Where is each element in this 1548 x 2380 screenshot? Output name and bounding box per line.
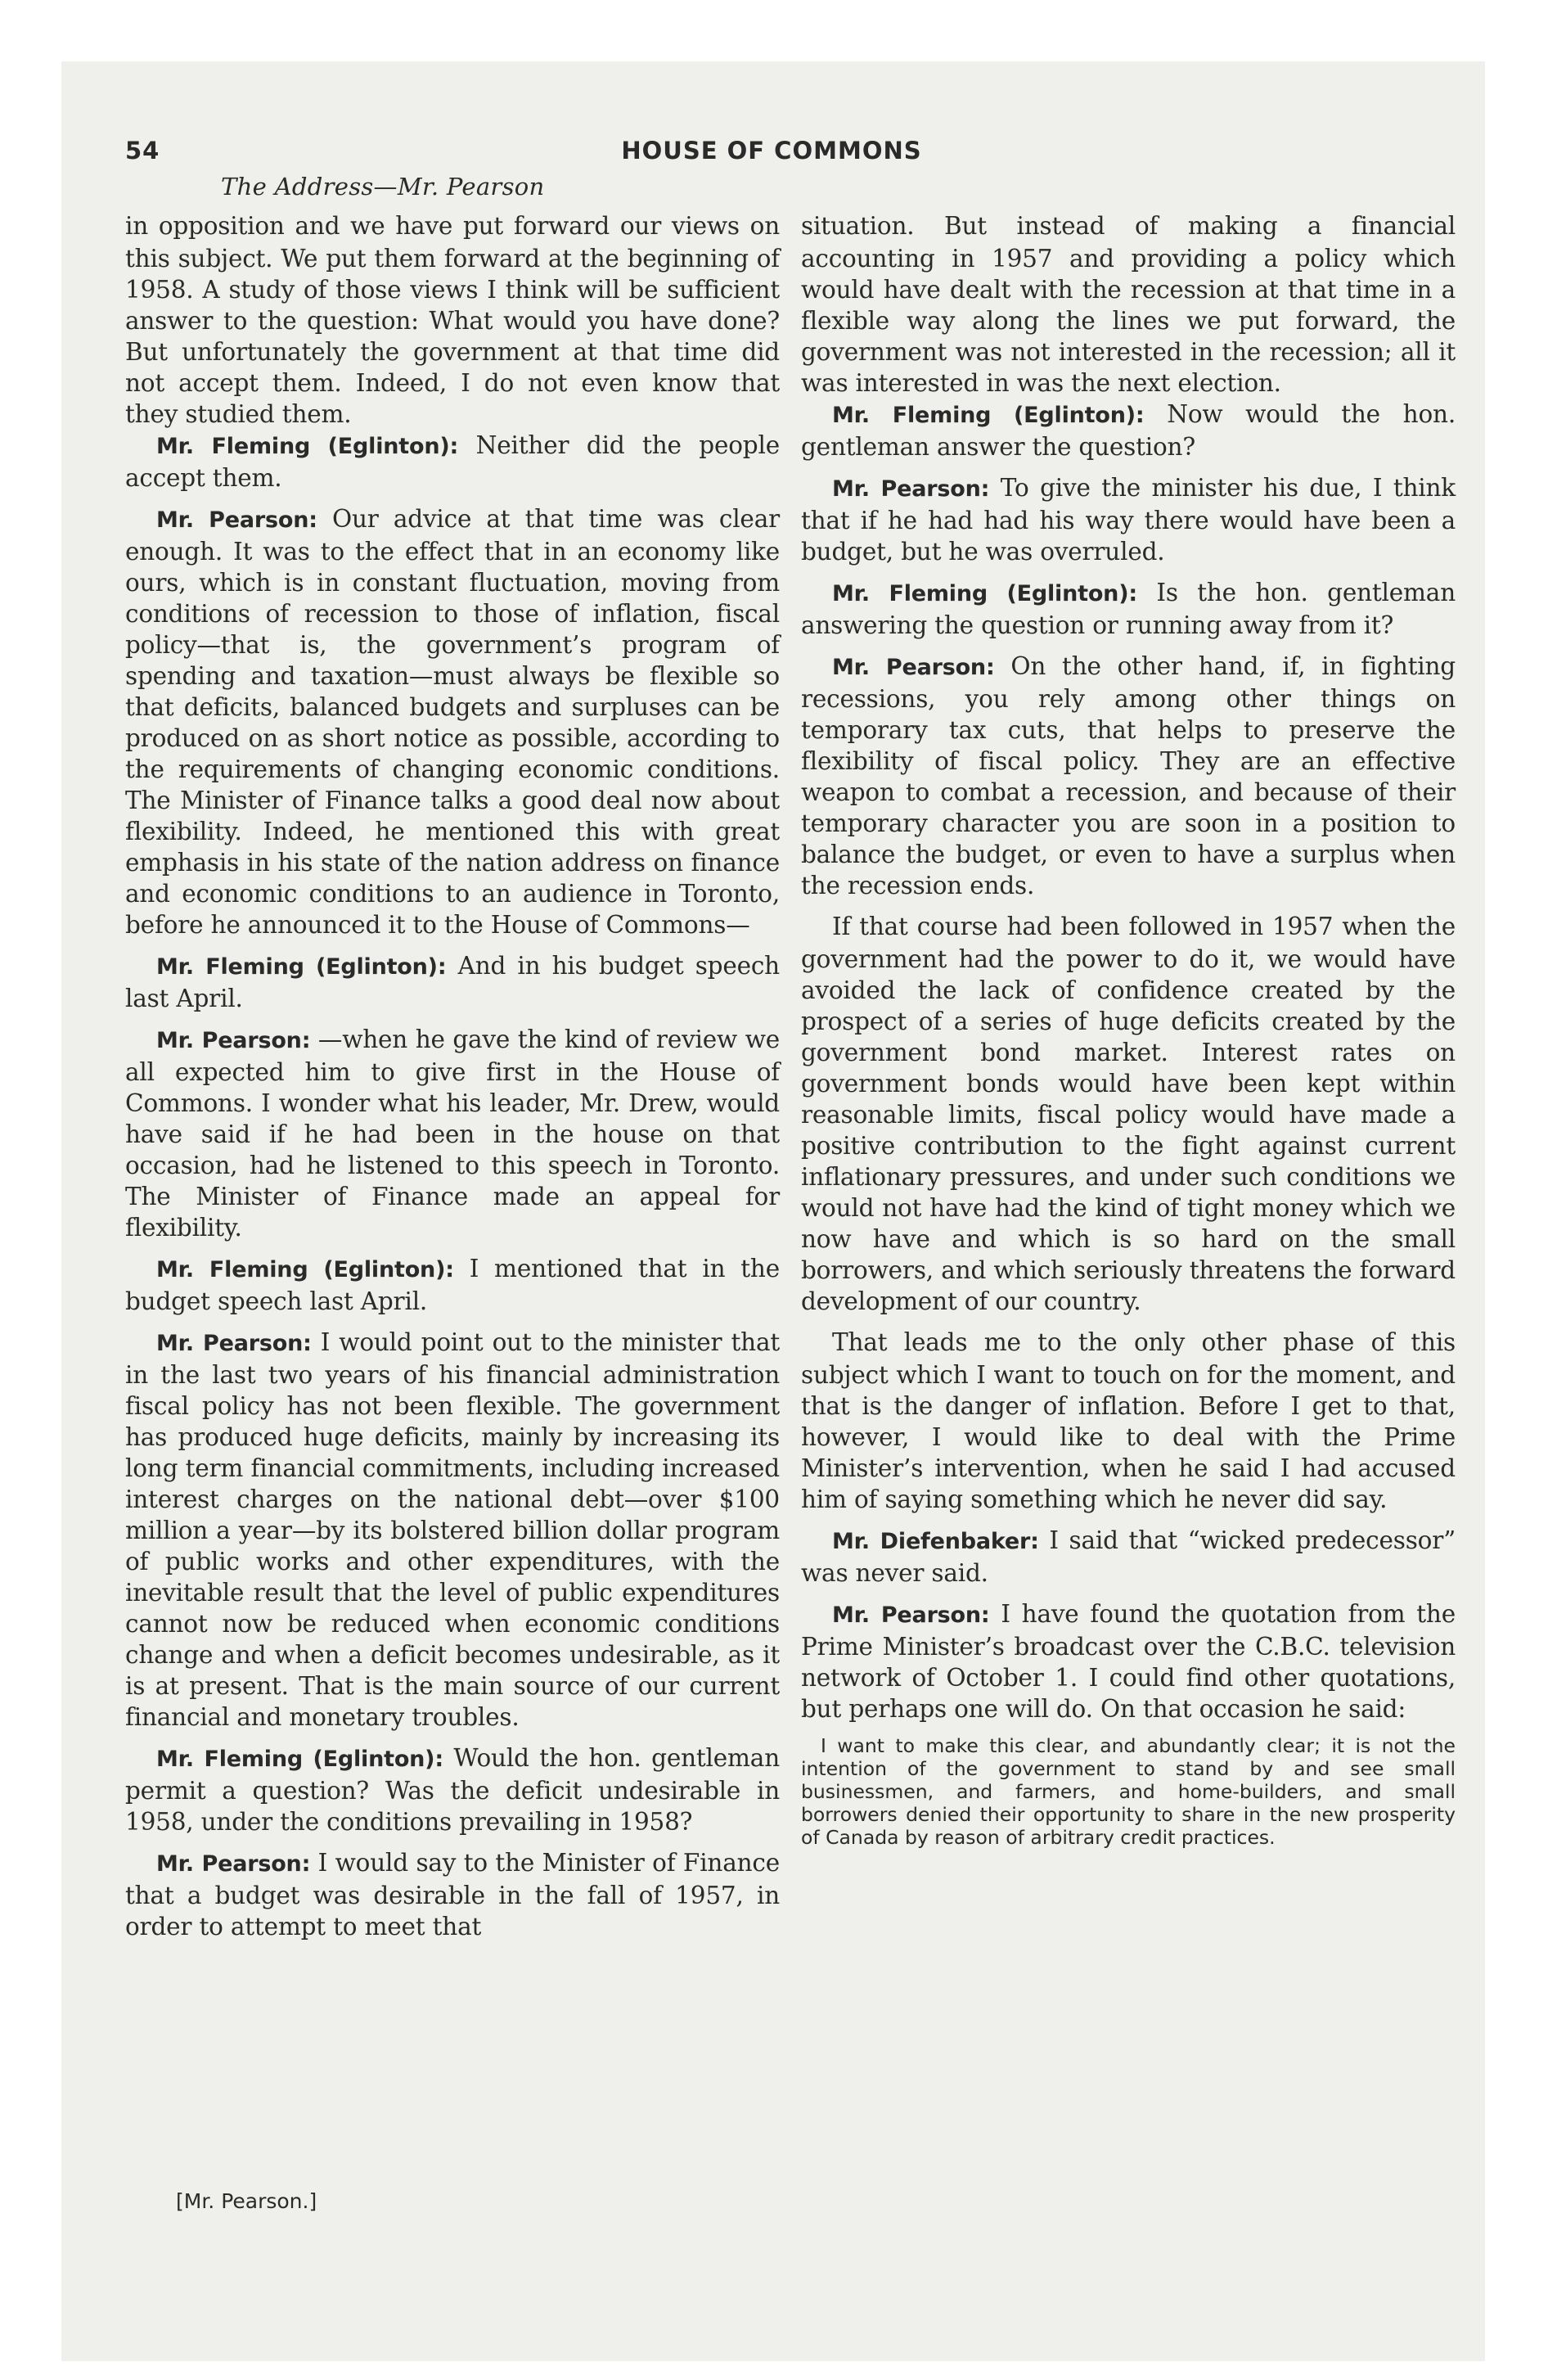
paragraph	[125, 503, 780, 940]
speaker-name: Mr. Pearson:	[832, 1602, 990, 1628]
running-head: The Address—Mr. Pearson	[221, 173, 545, 201]
speaker-name: Mr. Fleming (Eglinton):	[156, 954, 447, 980]
paragraph-text: Our advice at that time was clear enough. It was to the effect that in an economy like ours, which is in constant fluctuation, moving from conditions of recession to those of inflation, fiscal policy—that is, the government’s program of spending and taxation—must always be flexible so that deficits, balanced budgets and surpluses can be produced on as short notice as possible, according to the requirements of changing economic conditions. The Minister of Finance talks a good deal now about flexibility. Indeed, he mentioned this with great emphasis in his state of the nation address on finance and economic conditions to an audience in Toronto, before he announced it to the House of Commons—	[125, 505, 780, 939]
paragraph-text: To give the minister his due, I think that if he had had his way there would have been a budget, but he was overruled.	[801, 474, 1456, 566]
paragraph	[125, 210, 780, 430]
paragraph-text: situation. But instead of making a financial accounting in 1957 and providing a policy which would have dealt with the recession at that time in a flexible way along the lines we put forward, the government was not interested in the recession; all it was interested in was the next election.	[801, 212, 1456, 397]
page-number: 54	[125, 137, 160, 165]
speaker-name: Mr. Fleming (Eglinton):	[156, 434, 459, 459]
speaker-name: Mr. Pearson:	[156, 1851, 311, 1877]
paragraph	[125, 1024, 780, 1243]
speaker-name: Mr. Pearson:	[832, 476, 990, 502]
block-quote: I want to make this clear, and abundantly clear; it is not the intention of the government to stand by and see small businessmen, and farmers, and home-builders, and small borrowers denied their opportunity to share in the new prosperity of Canada by reason of arbitrary credit practices.	[801, 1734, 1456, 1849]
left-column	[125, 210, 780, 1952]
paragraph	[125, 1327, 780, 1733]
footer-speaker-tag: [Mr. Pearson.]	[176, 2189, 317, 2213]
page	[61, 61, 1485, 2361]
paragraph	[801, 911, 1456, 1317]
paragraph	[801, 210, 1456, 399]
paragraph	[125, 1847, 780, 1942]
paragraph	[125, 1253, 780, 1317]
paragraph-text: Is the hon. gentleman answering the question or running away from it?	[801, 579, 1456, 639]
paragraph	[801, 1525, 1456, 1589]
paragraph-text: On the other hand, if, in fighting recessions, you rely among other things on temporary tax cuts, that helps to preserve the flexibility of fiscal policy. They are an effective weapon to combat a recession, and because of their temporary character you are soon in a position to balance the budget, or even to have a surplus when the recession ends.	[801, 652, 1456, 899]
paragraph-text: And in his budget speech last April.	[125, 952, 780, 1012]
speaker-name: Mr. Diefenbaker:	[832, 1529, 1039, 1554]
speaker-name: Mr. Fleming (Eglinton):	[156, 1747, 443, 1772]
paragraph	[125, 430, 780, 494]
paragraph-text: I would say to the Minister of Finance that a budget was desirable in the fall of 1957, in order to attempt to meet that	[125, 1849, 780, 1941]
paragraph-text: Would the hon. gentleman permit a question? Was the deficit undesirable in 1958, under the conditions prevailing in 1958?	[125, 1744, 780, 1836]
paragraph-text: Now would the hon. gentleman answer the question?	[801, 400, 1456, 461]
speaker-name: Mr. Fleming (Eglinton):	[832, 581, 1137, 606]
paragraph	[801, 1327, 1456, 1515]
paragraph-text: Neither did the people accept them.	[125, 431, 780, 492]
paragraph-text: If that course had been followed in 1957 when the government had the power to do it, we would have avoided the lack of confidence created by the prospect of a series of huge deficits created by the government bond market. Interest rates on government bonds would have been kept within reasonable limits, fiscal policy would have made a positive contribution to the fight against current inflationary pressures, and under such conditions we would not have had the kind of tight money which we now have and which is so hard on the small borrowers, and which seriously threatens the forward development of our country.	[801, 913, 1456, 1315]
paragraph	[801, 399, 1456, 462]
paragraph	[125, 1742, 780, 1837]
paragraph	[801, 651, 1456, 901]
paragraph-text: I would point out to the minister that in the last two years of his financial administration fiscal policy has not been flexible. The government has produced huge deficits, mainly by increasing its long term financial commitments, including increased interest charges on the national debt—over $100 million a year—by its bolstered billion dollar program of public works and other expenditures, with the inevitable result that the level of public expenditures cannot now be reduced when economic conditions change and when a deficit becomes undesirable, as it is at present. That is the main source of our current financial and monetary troubles.	[125, 1328, 780, 1731]
paragraph-text: —when he gave the kind of review we all expected him to give first in the House of Commons. I wonder what his leader, Mr. Drew, would have said if he had been in the house on that occasion, had he listened to this speech in Toronto. The Minister of Finance made an appeal for flexibility.	[125, 1025, 780, 1242]
paragraph	[801, 472, 1456, 567]
speaker-name: Mr. Pearson:	[156, 1028, 311, 1053]
page-title: HOUSE OF COMMONS	[621, 137, 922, 165]
paragraph	[801, 1598, 1456, 1724]
speaker-name: Mr. Pearson:	[832, 655, 995, 680]
paragraph	[125, 950, 780, 1014]
speaker-name: Mr. Pearson:	[156, 507, 317, 533]
paragraph-text: I said that “wicked predecessor” was never said.	[801, 1526, 1456, 1587]
paragraph-text: I have found the quotation from the Prime Minister’s broadcast over the C.B.C. television network of October 1. I could find other quotations, but perhaps one will do. On that occasion he said:	[801, 1600, 1456, 1723]
paragraph-text: That leads me to the only other phase of this subject which I want to touch on for the moment, and that is the danger of inflation. Before I get to that, however, I would like to deal with the Prime Minister’s intervention, when he said I had accused him of saying something which he never did say.	[801, 1328, 1456, 1513]
speaker-name: Mr. Pearson:	[156, 1331, 312, 1356]
speaker-name: Mr. Fleming (Eglinton):	[156, 1257, 454, 1282]
paragraph-text: in opposition and we have put forward our views on this subject. We put them forward at the beginning of 1958. A study of those views I think will be sufficient answer to the question: What would you have done? But unfortunately the government at that time did not accept them. Indeed, I do not even know that they studied them.	[125, 212, 780, 428]
speaker-name: Mr. Fleming (Eglinton):	[832, 403, 1145, 428]
paragraph-text: I mentioned that in the budget speech last April.	[125, 1255, 780, 1315]
right-column	[801, 210, 1456, 1849]
paragraph	[801, 577, 1456, 641]
